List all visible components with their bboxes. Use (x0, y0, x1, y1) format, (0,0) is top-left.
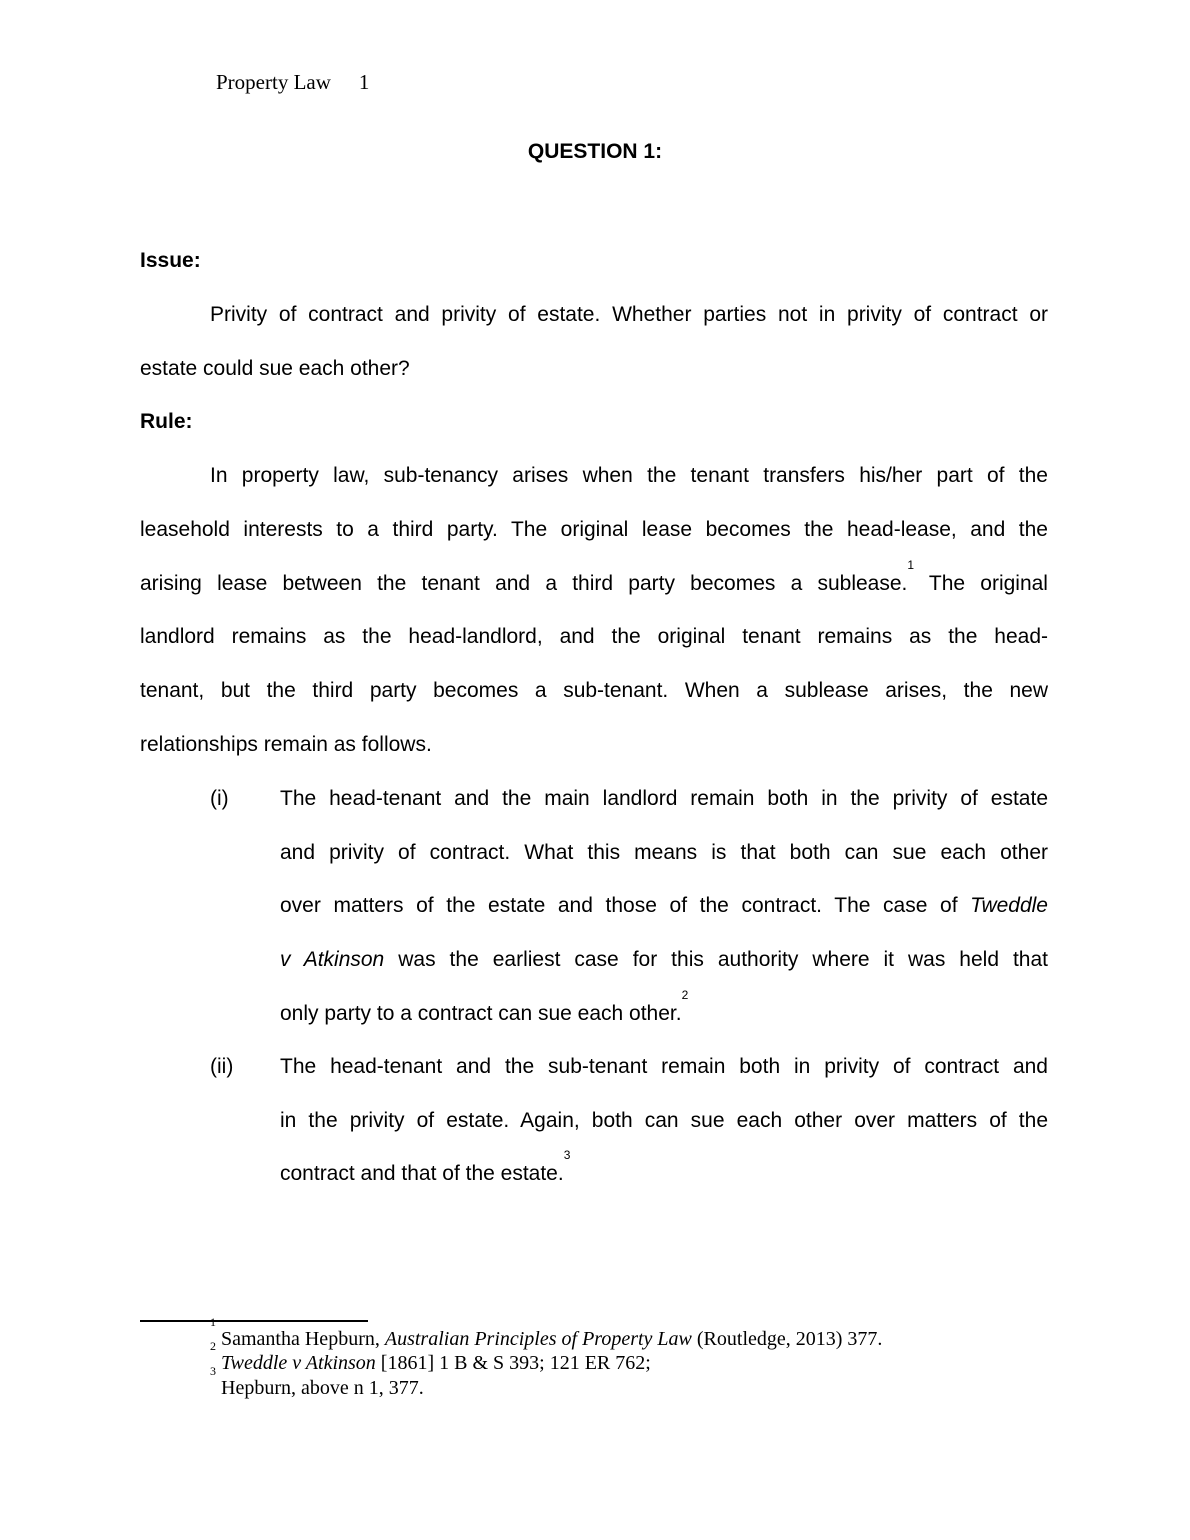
issue-heading: Issue: (140, 249, 201, 272)
rule-line-3-tail: The original (928, 572, 1048, 595)
footnote-1-author: Samantha Hepburn, (221, 1328, 385, 1350)
list-i-line-1: The head-tenant and the main landlord remain both in the privity of estate (280, 787, 1048, 810)
list-i-line-5 (280, 988, 1048, 1027)
rule-line-5: tenant, but the third party becomes a sub-tenant. When a sublease arises, the new (140, 679, 1048, 702)
footnote-2-case: Tweddle v Atkinson (221, 1352, 376, 1374)
list-ii-line-2: in the privity of estate. Again, both can sue each other over matters of the (280, 1109, 1048, 1132)
footnote-1-details: (Routledge, 2013) 377. (691, 1328, 883, 1350)
rule-line-1: In property law, sub-tenancy arises when the tenant transfers his/her part of the (210, 464, 1048, 487)
footnote-1 (210, 1315, 883, 1351)
list-ii-line-3 (280, 1148, 1048, 1187)
footnote-1-number: 1 (210, 1315, 216, 1329)
list-i-line-3-text: over matters of the estate and those of the contract. The case of (280, 894, 958, 917)
issue-line-1: Privity of contract and privity of estate. Whether parties not in privity of contract or (210, 303, 1048, 326)
footnote-3 (210, 1364, 424, 1400)
footnote-3-number: 3 (210, 1364, 216, 1378)
page-header (216, 70, 369, 95)
list-label-i: (i) (210, 787, 229, 810)
rule-line-3 (140, 558, 1048, 597)
list-i-line-4 (280, 947, 1048, 973)
list-i-line-3 (280, 893, 1048, 919)
rule-line-6: relationships remain as follows. (140, 733, 432, 756)
footnote-2-citation: [1861] 1 B & S 393; 121 ER 762; (375, 1352, 651, 1374)
footnote-1-title: Australian Principles of Property Law (384, 1328, 692, 1350)
footnote-ref-3[interactable]: 3 (563, 1148, 571, 1162)
footnote-ref-1[interactable]: 1 (907, 558, 915, 572)
rule-line-4: landlord remains as the head-landlord, and the original tenant remains as the head- (140, 625, 1048, 648)
list-label-ii: (ii) (210, 1055, 234, 1078)
issue-line-2: estate could sue each other? (140, 357, 410, 380)
case-name-atkinson: v Atkinson (280, 948, 385, 971)
rule-line-2: leasehold interests to a third party. The original lease becomes the head-lease, and the (140, 518, 1048, 541)
list-i-line-5-text: only party to a contract can sue each other. (280, 1002, 682, 1025)
list-i-line-2: and privity of contract. What this means is that both can sue each other (280, 841, 1048, 864)
list-ii-line-3-text: contract and that of the estate. (280, 1162, 564, 1185)
rule-line-3-text: arising lease between the tenant and a third party becomes a sublease. (140, 572, 908, 595)
footnote-separator (140, 1320, 368, 1322)
rule-heading: Rule: (140, 410, 193, 433)
question-title: QUESTION 1: (527, 140, 663, 163)
footnote-3-text: Hepburn, above n 1, 377. (221, 1377, 424, 1399)
page-number: 1 (358, 70, 370, 94)
running-title: Property Law (216, 70, 331, 94)
list-ii-line-1: The head-tenant and the sub-tenant remain both in privity of contract and (280, 1055, 1048, 1078)
case-name-tweddle: Tweddle (970, 894, 1048, 917)
list-i-line-4-text: was the earliest case for this authority where it was held that (398, 948, 1049, 971)
footnote-2-number: 2 (210, 1339, 216, 1353)
footnote-ref-2[interactable]: 2 (681, 988, 689, 1002)
